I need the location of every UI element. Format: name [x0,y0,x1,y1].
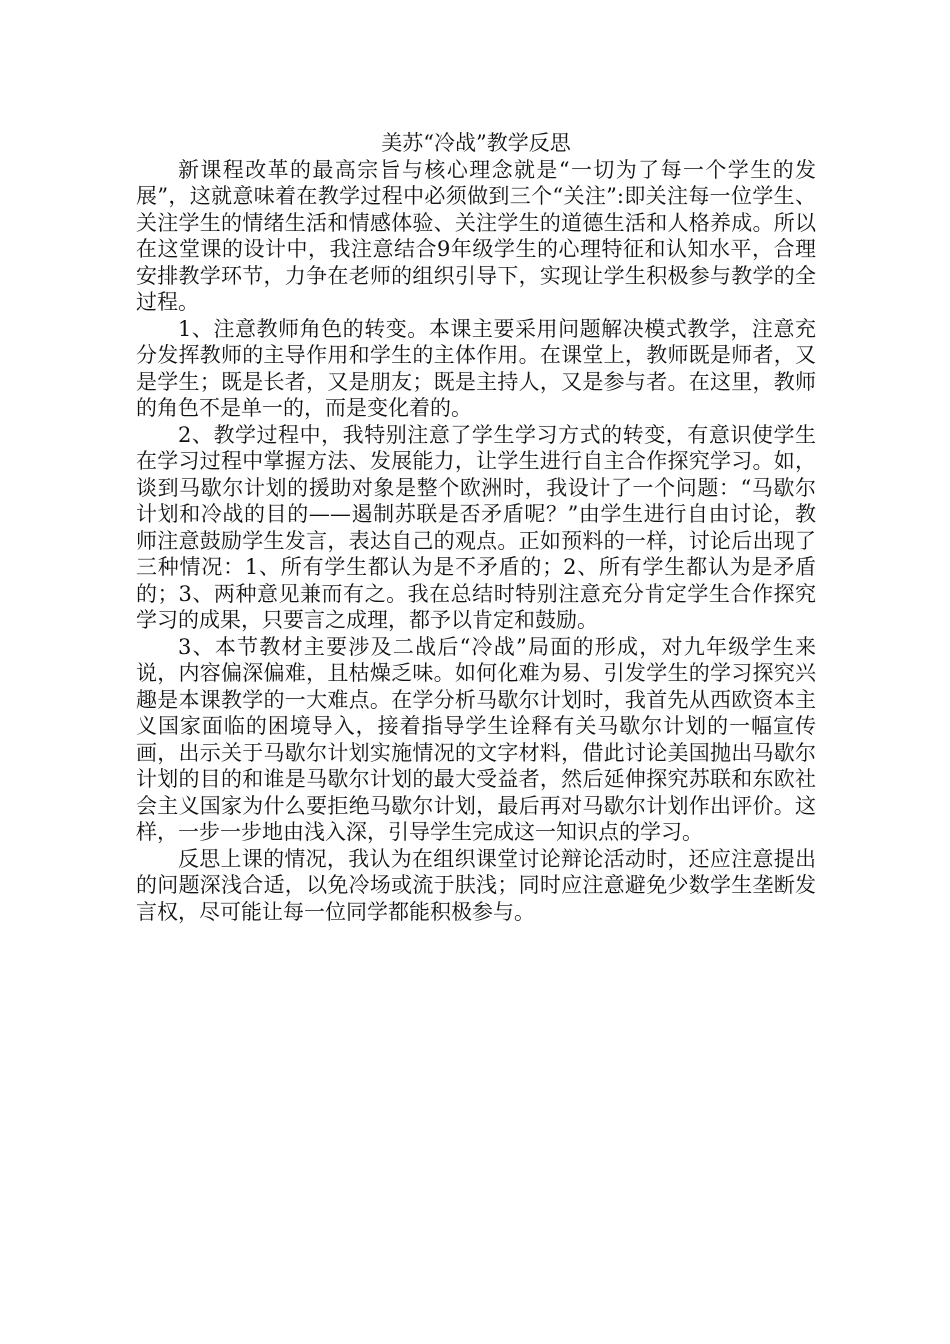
document-title: 美苏“冷战”教学反思 [381,131,571,155]
paragraph-intro: 新课程改革的最高宗旨与核心理念就是“一切为了每一个学生的发展”，这就意味着在教学过程中必须做到三个“关注”:即关注每一位学生、关注学生的情绪生活和情感体验、关注学生的道德生活和人格养成。所以在这堂课的设计中，我注意结合9年级学生的心理特征和认知水平，合理安排教学环节，力争在老师的组织引导下，实现让学生积极参与教学的全过程。 [136,157,816,314]
document-body [136,130,816,925]
paragraph-reflection: 反思上课的情况，我认为在组织课堂讨论辩论活动时，还应注意提出的问题深浅合适，以免冷场或流于肤浅；同时应注意避免少数学生垄断发言权，尽可能让每一位同学都能积极参与。 [136,846,816,924]
paragraph-point-1: 1、注意教师角色的转变。本课主要采用问题解决模式教学，注意充分发挥教师的主导作用和学生的主体作用。在课堂上，教师既是师者，又是学生；既是长者，又是朋友；既是主持人，又是参与者。在这里，教师的角色不是单一的，而是变化着的。 [136,316,816,420]
paragraph-point-2: 2、教学过程中，我特别注意了学生学习方式的转变，有意识使学生在学习过程中掌握方法、发展能力，让学生进行自主合作探究学习。如，谈到马歇尔计划的援助对象是整个欧洲时，我设计了一个问题：“马歇尔计划和冷战的目的——遏制苏联是否矛盾呢？”由学生进行自由讨论，教师注意鼓励学生发言，表达自己的观点。正如预料的一样，讨论后出现了三种情况：1、所有学生都认为是不矛盾的；2、所有学生都认为是矛盾的；3、两种意见兼而有之。我在总结时特别注意充分肯定学生合作探究学习的成果，只要言之成理，都予以肯定和鼓励。 [136,422,816,632]
paragraph-point-3: 3、本节教材主要涉及二战后“冷战”局面的形成，对九年级学生来说，内容偏深偏难，且枯燥乏味。如何化难为易、引发学生的学习探究兴趣是本课教学的一大难点。在学分析马歇尔计划时，我首先从西欧资本主义国家面临的困境导入，接着指导学生诠释有关马歇尔计划的一幅宣传画，出示关于马歇尔计划实施情况的文字材料，借此讨论美国抛出马歇尔计划的目的和谁是马歇尔计划的最大受益者，然后延伸探究苏联和东欧社会主义国家为什么要拒绝马歇尔计划，最后再对马歇尔计划作出评价。这样，一步一步地由浅入深，引导学生完成这一知识点的学习。 [136,634,816,844]
